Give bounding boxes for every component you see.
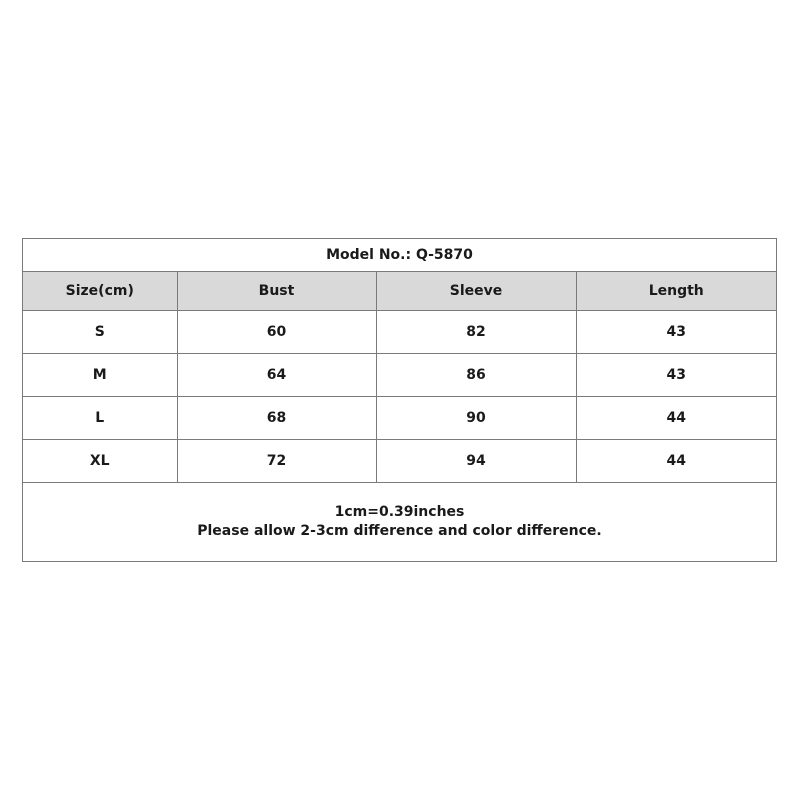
header-sleeve: Sleeve	[376, 271, 576, 310]
title-row	[23, 239, 776, 271]
difference-note: Please allow 2-3cm difference and color difference.	[197, 522, 602, 539]
model-number-title: Model No.: Q-5870	[23, 239, 776, 271]
size-cell: XL	[23, 439, 177, 482]
bust-cell: 60	[177, 310, 376, 353]
length-cell: 44	[576, 396, 776, 439]
size-table	[23, 239, 776, 483]
header-row	[23, 271, 776, 310]
measurement-note	[23, 483, 776, 541]
sleeve-cell: 82	[376, 310, 576, 353]
header-size: Size(cm)	[23, 271, 177, 310]
header-length: Length	[576, 271, 776, 310]
sleeve-cell: 94	[376, 439, 576, 482]
sleeve-cell: 90	[376, 396, 576, 439]
table-row	[23, 353, 776, 396]
size-cell: S	[23, 310, 177, 353]
sleeve-cell: 86	[376, 353, 576, 396]
bust-cell: 72	[177, 439, 376, 482]
size-cell: M	[23, 353, 177, 396]
size-chart	[22, 238, 777, 562]
bust-cell: 68	[177, 396, 376, 439]
length-cell: 43	[576, 310, 776, 353]
conversion-note: 1cm=0.39inches	[334, 503, 465, 520]
length-cell: 43	[576, 353, 776, 396]
header-bust: Bust	[177, 271, 376, 310]
size-cell: L	[23, 396, 177, 439]
table-row	[23, 396, 776, 439]
table-row	[23, 439, 776, 482]
length-cell: 44	[576, 439, 776, 482]
table-row	[23, 310, 776, 353]
bust-cell: 64	[177, 353, 376, 396]
